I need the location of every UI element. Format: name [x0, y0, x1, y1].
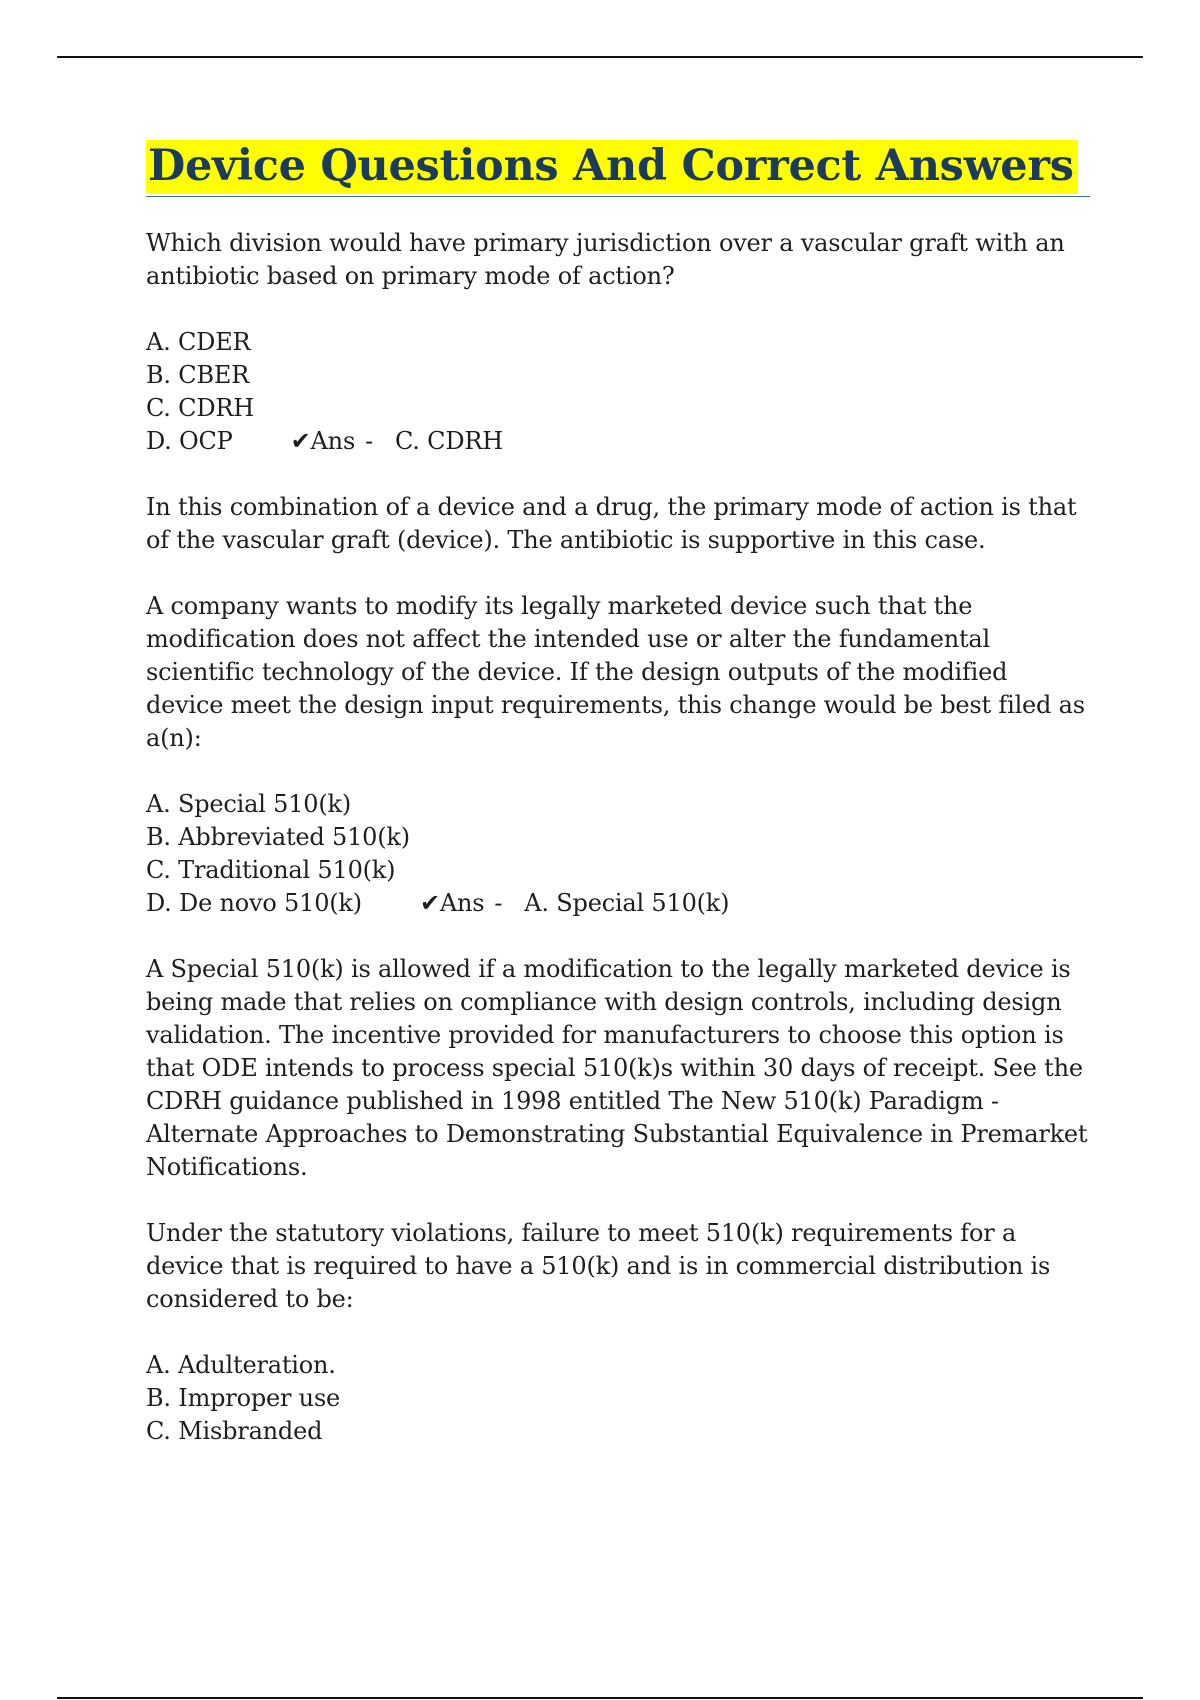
title-block: [146, 140, 1090, 197]
answer-check-icon: ✔Ans: [290, 426, 356, 455]
answer-dash: -: [365, 426, 373, 455]
question-1-text: Which division would have primary jurisdiction over a vascular graft with an antibiotic based on primary mode of action?: [146, 228, 1065, 290]
question-1-answer-row: [146, 425, 1090, 458]
question-3-text: Under the statutory violations, failure to meet 510(k) requirements for a device that is required to have a 510(k) and is in commercial distribution is considered to be:: [146, 1218, 1051, 1313]
question-3-options: [146, 1349, 1090, 1448]
question-3-option-c: C. Misbranded: [146, 1416, 323, 1445]
question-1-options: [146, 326, 1090, 458]
question-3-option-a: A. Adulteration.: [146, 1350, 336, 1379]
question-1-answer: C. CDRH: [394, 426, 503, 455]
question-2-explanation: A Special 510(k) is allowed if a modification to the legally marketed device is being made that relies on compliance with design controls, including design validation. The incentive provided for manufacturers to choose this option is that ODE intends to process special 510(k)s within 30 days of receipt. See the CDRH guidance published in 1998 entitled The New 510(k) Paradigm - Alternate Approaches to Demonstrating Substantial Equivalence in Premarket Notifications.: [146, 954, 1088, 1181]
page-footer-rule: [57, 1697, 1143, 1699]
question-1-option-d: D. OCP: [146, 426, 233, 455]
answer-check-icon: ✔Ans: [419, 888, 485, 917]
question-2-answer-row: [146, 887, 1090, 920]
question-2-option-c: C. Traditional 510(k): [146, 855, 396, 884]
question-2-option-b: B. Abbreviated 510(k): [146, 822, 410, 851]
question-1-option-b: B. CBER: [146, 360, 250, 389]
question-3-option-b: B. Improper use: [146, 1383, 341, 1412]
question-2-answer: A. Special 510(k): [524, 888, 730, 917]
question-1-explanation: In this combination of a device and a drug, the primary mode of action is that of the vascular graft (device). The antibiotic is supportive in this case.: [146, 492, 1077, 554]
question-2-text: A company wants to modify its legally marketed device such that the modification does not affect the intended use or alter the fundamental scientific technology of the device. If the design outputs of the modified device meet the design input requirements, this change would be best filed as a(n):: [146, 591, 1085, 752]
question-1-option-c: C. CDRH: [146, 393, 254, 422]
question-2-option-d: D. De novo 510(k): [146, 888, 362, 917]
answer-dash: -: [494, 888, 503, 917]
page-title: Device Questions And Correct Answers: [146, 140, 1078, 194]
question-1-option-a: A. CDER: [146, 327, 251, 356]
document-body: [146, 140, 1090, 1481]
question-2-option-a: A. Special 510(k): [146, 789, 352, 818]
page-header-rule: [57, 56, 1143, 58]
question-2-options: [146, 788, 1090, 920]
